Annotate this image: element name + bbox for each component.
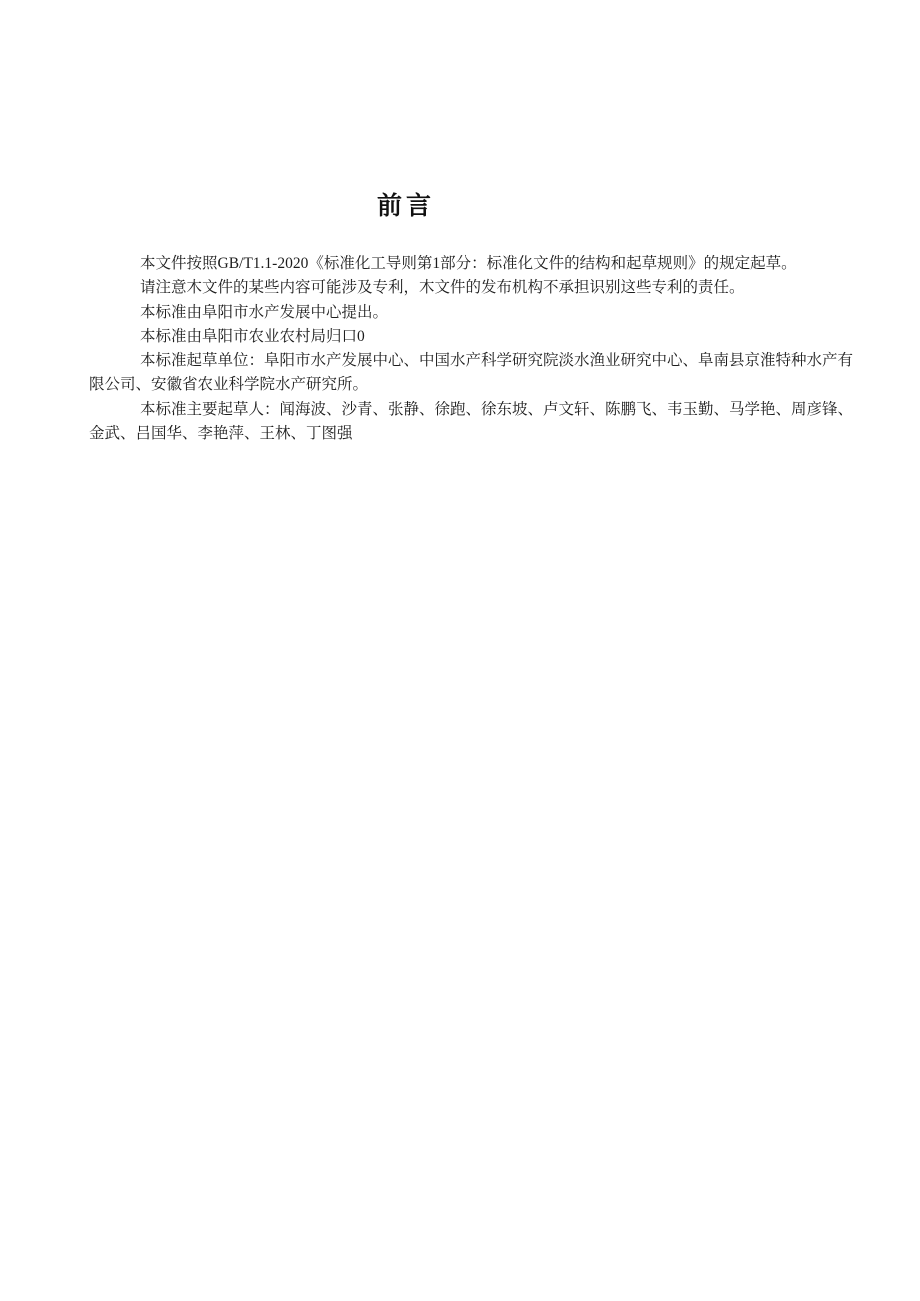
para-drafting-basis: 本文件按照GB/T1.1-2020《标准化工导则第1部分：标准化文件的结构和起草规则》的规定起草。	[140, 255, 797, 272]
para-main-drafters: 本标准主要起草人：闻海波、沙青、张静、徐跑、徐东坡、卢文轩、陈鹏飞、韦玉勤、马学艳、周彦锋、金武、吕国华、李艳萍、王林、丁图强	[89, 400, 854, 443]
para-drafting-organizations: 本标准起草单位：阜阳市水产发展中心、中国水产科学研究院淡水渔业研究中心、阜南县京淮特种水产有限公司、安徽省农业科学院水产研究所。	[89, 352, 854, 394]
para-proposer: 本标准由阜阳市水产发展中心提出。	[140, 303, 389, 321]
document-body	[89, 252, 857, 446]
para-patent-notice: 请注意木文件的某些内容可能涉及专利，木文件的发布机构不承担识别这些专利的责任。	[140, 279, 745, 297]
para-centralized-by: 本标准由阜阳市农业农村局归口0	[140, 327, 365, 345]
document-title: 前言	[377, 193, 436, 220]
